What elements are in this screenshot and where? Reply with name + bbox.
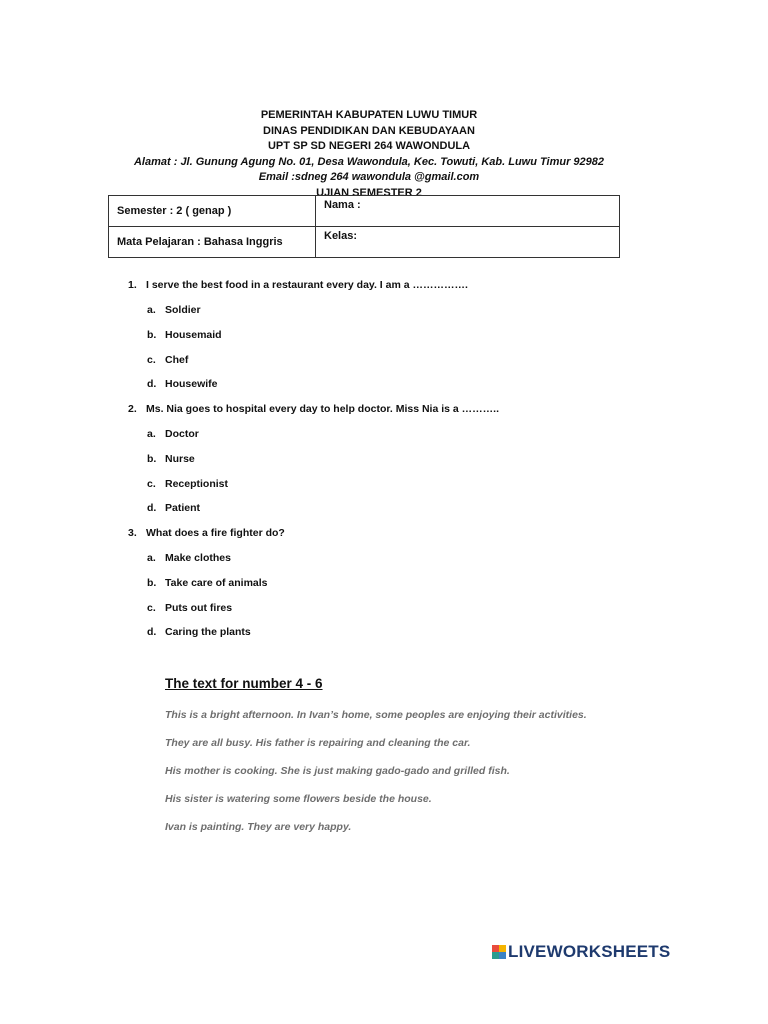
header-address: Alamat : Jl. Gunung Agung No. 01, Desa Wawondula, Kec. Towuti, Kab. Luwu Timur 92982 bbox=[133, 155, 604, 168]
option-text: Nurse bbox=[165, 453, 195, 465]
reading-line-3: His mother is cooking. She is just making gado-gado and grilled fish. bbox=[165, 765, 510, 777]
question-text: I serve the best food in a restaurant every day. I am a ……………. bbox=[146, 279, 468, 291]
reading-line-1: This is a bright afternoon. In Ivan’s home, some peoples are enjoying their activities. bbox=[165, 709, 587, 721]
student-info-table bbox=[108, 195, 620, 258]
option-3c[interactable] bbox=[147, 602, 232, 614]
question-text: Ms. Nia goes to hospital every day to help doctor. Miss Nia is a ……….. bbox=[146, 403, 500, 415]
option-letter: d. bbox=[147, 378, 157, 390]
option-letter: d. bbox=[147, 626, 157, 638]
option-letter: a. bbox=[147, 304, 156, 316]
subject-cell: Mata Pelajaran : Bahasa Inggris bbox=[109, 227, 316, 258]
option-1d[interactable] bbox=[147, 378, 218, 390]
class-field[interactable]: Kelas: bbox=[316, 227, 620, 258]
option-text: Puts out fires bbox=[165, 602, 233, 614]
logo-square bbox=[499, 945, 506, 952]
question-number: 3. bbox=[128, 527, 137, 539]
question-1 bbox=[128, 279, 468, 291]
option-1b[interactable] bbox=[147, 329, 222, 341]
question-number: 1. bbox=[128, 279, 137, 291]
logo-square bbox=[492, 952, 499, 959]
option-letter: b. bbox=[147, 329, 157, 341]
option-letter: b. bbox=[147, 577, 157, 589]
question-number: 2. bbox=[128, 403, 137, 415]
option-2d[interactable] bbox=[147, 502, 200, 514]
header-school: UPT SP SD NEGERI 264 WAWONDULA bbox=[267, 140, 471, 152]
option-text: Receptionist bbox=[165, 478, 229, 490]
logo-square bbox=[499, 952, 506, 959]
reading-line-2: They are all busy. His father is repairing and cleaning the car. bbox=[165, 737, 471, 749]
name-field[interactable]: Nama : bbox=[316, 196, 620, 227]
option-text: Patient bbox=[165, 502, 201, 514]
option-text: Make clothes bbox=[165, 552, 231, 564]
reading-title: The text for number 4 - 6 bbox=[165, 676, 323, 691]
option-letter: d. bbox=[147, 502, 157, 514]
question-3 bbox=[128, 527, 285, 539]
header-department: DINAS PENDIDIKAN DAN KEBUDAYAAN bbox=[263, 124, 475, 137]
option-2c[interactable] bbox=[147, 478, 228, 490]
option-text: Housewife bbox=[165, 378, 218, 390]
semester-cell: Semester : 2 ( genap ) bbox=[109, 196, 316, 227]
option-text: Chef bbox=[165, 354, 189, 366]
option-letter: c. bbox=[147, 478, 156, 490]
option-letter: c. bbox=[147, 354, 156, 366]
reading-line-5: Ivan is painting. They are very happy. bbox=[165, 821, 352, 833]
question-text: What does a fire fighter do? bbox=[146, 527, 285, 539]
logo-grid-icon bbox=[492, 945, 506, 959]
option-text: Housemaid bbox=[165, 329, 222, 341]
school-header bbox=[0, 108, 738, 201]
option-3d[interactable] bbox=[147, 626, 251, 638]
option-letter: b. bbox=[147, 453, 157, 465]
option-text: Doctor bbox=[165, 428, 199, 440]
header-exam-title: UJIAN SEMESTER 2 bbox=[316, 186, 422, 199]
option-letter: a. bbox=[147, 552, 156, 564]
option-1c[interactable] bbox=[147, 354, 188, 366]
reading-line-4: His sister is watering some flowers beside the house. bbox=[165, 793, 432, 805]
liveworksheets-logo bbox=[492, 941, 670, 963]
option-text: Caring the plants bbox=[165, 626, 251, 638]
option-1a[interactable] bbox=[147, 304, 201, 316]
header-government: PEMERINTAH KABUPATEN LUWU TIMUR bbox=[260, 109, 478, 121]
option-3a[interactable] bbox=[147, 552, 231, 564]
option-text: Take care of animals bbox=[165, 577, 268, 589]
header-email: Email :sdneg 264 wawondula @gmail.com bbox=[258, 171, 480, 183]
option-letter: c. bbox=[147, 602, 156, 614]
logo-text: LIVEWORKSHEETS bbox=[508, 942, 671, 961]
option-letter: a. bbox=[147, 428, 156, 440]
logo-square bbox=[492, 945, 499, 952]
option-2b[interactable] bbox=[147, 453, 195, 465]
option-2a[interactable] bbox=[147, 428, 199, 440]
question-2 bbox=[128, 403, 499, 415]
option-3b[interactable] bbox=[147, 577, 268, 589]
option-text: Soldier bbox=[165, 304, 201, 316]
